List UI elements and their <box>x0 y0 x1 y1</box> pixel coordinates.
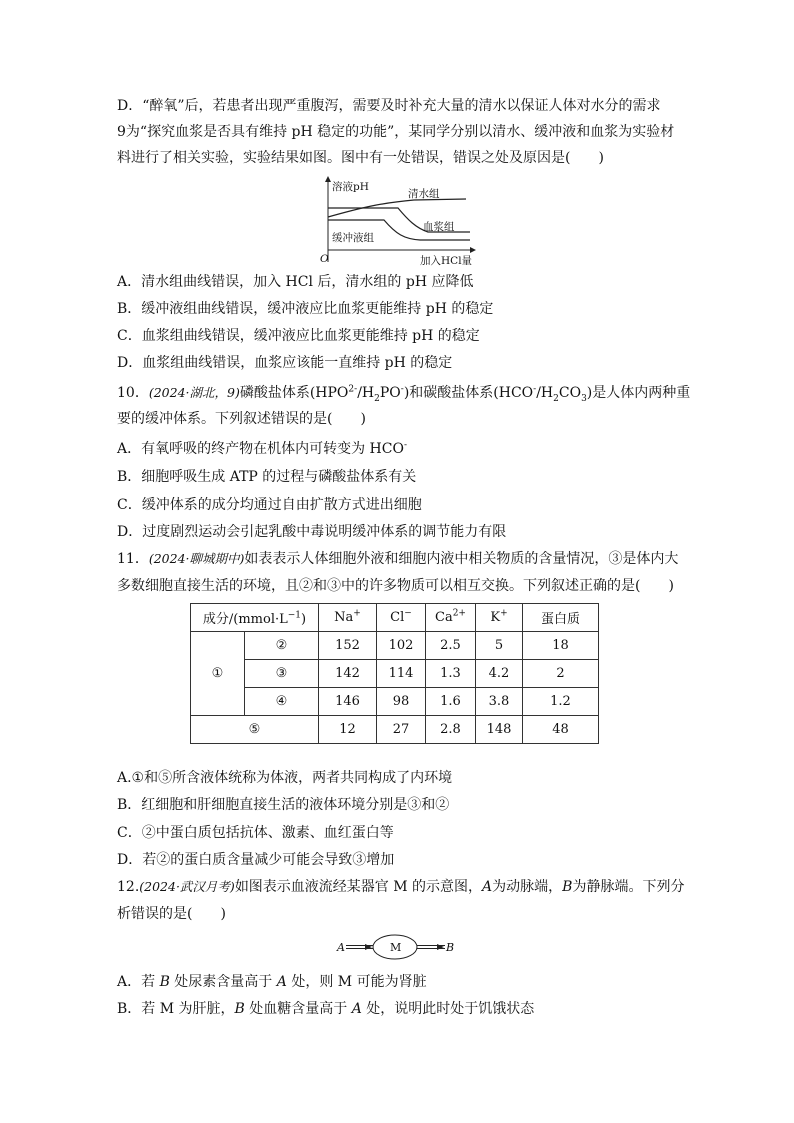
q11-source: (2024·聊城期中) <box>148 551 245 566</box>
q10-source: (2024·湖北，9) <box>148 385 240 400</box>
q10-stem-line1 <box>117 383 690 403</box>
table-cell: 1.2 <box>523 688 599 716</box>
header-cl-charge: − <box>404 608 412 619</box>
table-cell: 4.2 <box>476 660 523 688</box>
plasma-curve-label: 血浆组 <box>423 221 455 233</box>
figure-label-b: B <box>446 941 455 954</box>
table-cell: 3.8 <box>476 688 523 716</box>
row-label: ② <box>245 632 319 660</box>
x-axis-arrow <box>470 247 476 253</box>
table-cell: 27 <box>377 716 426 744</box>
organ-blood-flow-figure <box>335 930 465 966</box>
q12-option-b <box>117 999 534 1019</box>
q12-text-b: 为动脉端， <box>492 879 563 895</box>
y-axis-arrow <box>325 176 331 182</box>
q12-text-c: 为静脉端。下列分 <box>572 879 685 895</box>
table-cell: 98 <box>377 688 426 716</box>
q10-option-c: C．缓冲体系的成分均通过自由扩散方式进出细胞 <box>117 497 422 513</box>
header-na-charge: + <box>353 608 361 619</box>
q9-option-a: A．清水组曲线错误，加入 HCl 后，清水组的 pH 应降低 <box>117 274 474 290</box>
q12-oa-point-a: A <box>276 974 287 990</box>
q12-ob-text-3: 处，说明此时处于饥饿状态 <box>361 1001 535 1017</box>
q11-stem-line2: 多数细胞直接生活的环境，且②和③中的许多物质可以相互交换。下列叙述正确的是( ) <box>117 578 674 594</box>
table-row <box>191 716 599 744</box>
header-protein: 蛋白质 <box>523 604 599 632</box>
group-label: ① <box>191 632 245 716</box>
q10-option-a-text: A．有氧呼吸的终产物在机体内可转变为 HCO <box>117 441 404 457</box>
ion-content-table <box>190 603 599 744</box>
q10-option-a-charge: - <box>403 440 408 451</box>
header-unit-exponent: −1 <box>287 610 302 621</box>
q12-source: (2024·武汉月考) <box>139 879 235 894</box>
water-curve-label: 清水组 <box>408 188 440 200</box>
q9-option-d: D．血浆组曲线错误，血浆应该能一直维持 pH 的稳定 <box>117 355 453 371</box>
q12-option-a <box>117 972 427 992</box>
table-cell: 146 <box>319 688 377 716</box>
header-ca-text: Ca <box>435 610 453 625</box>
q11-option-b: B．红细胞和肝细胞直接生活的液体环境分别是③和② <box>117 797 450 813</box>
q10-h2-subscript: 2 <box>553 393 559 404</box>
q10-stem-line2: 要的缓冲体系。下列叙述错误的是( ) <box>117 411 366 427</box>
q10-option-b: B．细胞呼吸生成 ATP 的过程与磷酸盐体系有关 <box>117 469 417 485</box>
q10-text-c: PO <box>379 385 401 401</box>
q12-stem-line1 <box>117 877 684 897</box>
q12-oa-text-2: 处尿素含量高于 <box>169 974 277 990</box>
q10-text-d: )和碳酸盐体系(HCO <box>403 385 534 401</box>
header-ca-charge: 2+ <box>452 608 466 619</box>
q12-number: 12. <box>117 879 140 895</box>
q12-ob-point-a: A <box>351 1001 362 1017</box>
table-row <box>191 688 599 716</box>
table-cell: 148 <box>476 716 523 744</box>
organ-m-label: M <box>390 941 402 954</box>
q12-ob-text-1: B．若 M 为肝脏， <box>117 1001 235 1017</box>
q9-stem-line2: 料进行了相关实验，实验结果如图。图中有一处错误，错误之处及原因是( ) <box>117 150 604 166</box>
table-row <box>191 660 599 688</box>
table-cell: 48 <box>523 716 599 744</box>
table-cell: 1.3 <box>426 660 476 688</box>
q12-oa-text-1: A．若 <box>117 974 160 990</box>
header-na <box>319 604 377 632</box>
q10-hpo-charge: 2- <box>348 384 358 395</box>
q10-number: 10． <box>117 385 149 401</box>
table-cell: 2.8 <box>426 716 476 744</box>
q12-text-a: 如图表示血液流经某器官 M 的示意图， <box>234 879 483 895</box>
q9-option-c: C．血浆组曲线错误，缓冲液应比血浆更能维持 pH 的稳定 <box>117 328 480 344</box>
figure-label-a: A <box>337 941 345 954</box>
q11-stem-line1 <box>117 549 678 569</box>
q11-option-a: A.①和⑤所含液体统称为体液，两者共同构成了内环境 <box>117 770 453 786</box>
q10-option-d: D．过度剧烈运动会引起乳酸中毒说明缓冲体系的调节能力有限 <box>117 524 507 540</box>
q10-hco-charge: - <box>533 384 537 395</box>
buffer-curve-label: 缓冲液组 <box>332 232 374 244</box>
header-k-charge: + <box>500 608 508 619</box>
q9-stem-line1: 9为“探究血浆是否具有维持 pH 稳定的功能”，某同学分别以清水、缓冲液和血浆为实验材 <box>117 124 675 140</box>
q12-point-b: B <box>562 879 573 895</box>
table-cell: 12 <box>319 716 377 744</box>
table-cell: 142 <box>319 660 377 688</box>
header-na-text: Na <box>334 610 354 625</box>
row-label: ④ <box>245 688 319 716</box>
q12-stem-line2: 析错误的是( ) <box>117 906 226 922</box>
header-k-text: K <box>490 610 501 625</box>
q10-text-f: CO <box>558 385 582 401</box>
table-row <box>191 632 599 660</box>
table-header-row <box>191 604 599 632</box>
header-component-text: 成分/(mmol·L <box>202 612 288 627</box>
q11-option-c: C．②中蛋白质包括抗体、激素、血红蛋白等 <box>117 825 394 841</box>
q12-point-a: A <box>482 879 493 895</box>
y-axis-label: 溶液pH <box>332 181 369 193</box>
header-ca <box>426 604 476 632</box>
x-axis-label: 加入HCl量 <box>420 255 473 267</box>
q12-oa-point-b: B <box>159 974 170 990</box>
row-label: ③ <box>245 660 319 688</box>
q12-ob-point-b: B <box>234 1001 245 1017</box>
origin-label: O <box>320 253 329 265</box>
q10-text-b: /H <box>357 385 375 401</box>
q10-po-charge: - <box>400 384 404 395</box>
table-cell: 1.6 <box>426 688 476 716</box>
header-cl <box>377 604 426 632</box>
row-label: ⑤ <box>191 716 319 744</box>
q10-co-subscript: 3 <box>581 393 587 404</box>
vein-arrow <box>437 944 444 950</box>
header-cl-text: Cl <box>390 610 405 625</box>
q12-oa-text-3: 处，则 M 可能为肾脏 <box>286 974 427 990</box>
q10-text-g: )是人体内两种重 <box>586 385 691 401</box>
q10-text-e: /H <box>536 385 554 401</box>
ph-curve-figure <box>320 176 480 268</box>
artery-arrow <box>365 944 372 950</box>
table-cell: 2.5 <box>426 632 476 660</box>
table-cell: 114 <box>377 660 426 688</box>
q11-number: 11． <box>117 551 149 567</box>
q10-h-subscript: 2 <box>374 393 380 404</box>
header-component <box>191 604 319 632</box>
q9-option-b: B．缓冲液组曲线错误，缓冲液应比血浆更能维持 pH 的稳定 <box>117 301 494 317</box>
q11-option-d: D．若②的蛋白质含量减少可能会导致③增加 <box>117 852 395 868</box>
q12-ob-text-2: 处血糖含量高于 <box>244 1001 352 1017</box>
table-cell: 2 <box>523 660 599 688</box>
table-cell: 152 <box>319 632 377 660</box>
table-cell: 18 <box>523 632 599 660</box>
table-cell: 5 <box>476 632 523 660</box>
q8-option-d: D．“醉氧”后，若患者出现严重腹泻，需要及时补充大量的清水以保证人体对水分的需求 <box>117 98 661 114</box>
q10-text-a: 磷酸盐体系(HPO <box>239 385 349 401</box>
table-cell: 102 <box>377 632 426 660</box>
header-component-close: ) <box>301 612 307 627</box>
header-k <box>476 604 523 632</box>
q10-option-a <box>117 439 407 459</box>
q11-text: 如表表示人体细胞外液和细胞内液中相关物质的含量情况，③是体内大 <box>244 551 679 567</box>
